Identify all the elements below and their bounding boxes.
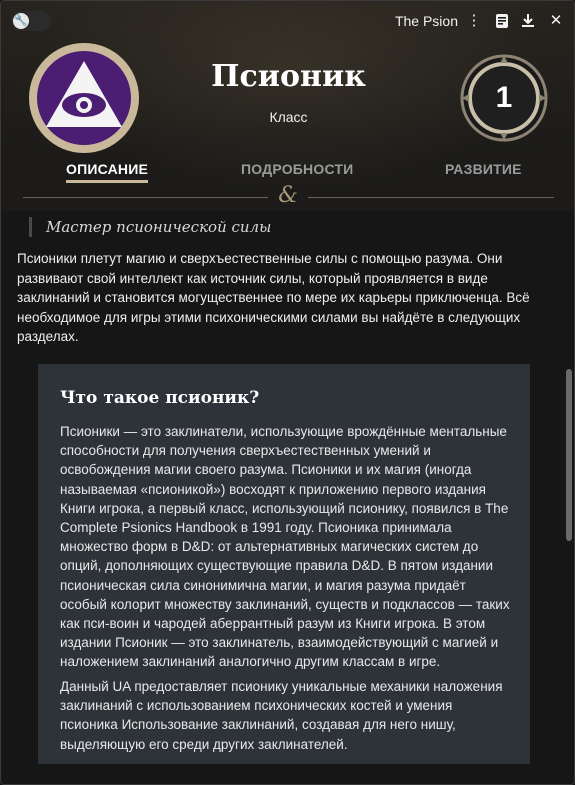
download-icon[interactable] [518,11,538,31]
top-bar [1,9,575,35]
ornament-divider [23,183,554,208]
content-area [1,211,575,785]
info-box [38,364,530,764]
page-subtitle: Класс [269,109,308,125]
tab-details[interactable]: ПОДРОБНОСТИ [241,161,354,177]
tab-progression[interactable]: РАЗВИТИЕ [445,161,522,177]
wrench-icon: 🔧 [14,15,28,27]
info-box-paragraph: Псионики — это заклинатели, использующие врождённые ментальные способности для получения сверхъестественных умений и освобождения магии своего разума. Псионики и их магия (иногда называемая «псионикой») восходят к приложению первого издания Книги игрока, а первый класс, использующий псионику, появился в The Complete Psionics Handbook в 1991 году. Псионика принимала множество форм в D&D: от альтернативных магических систем до опций, дополняющих существующие правила D&D. В пятом издании псионическая сила синонимична магии, и магия разума придаёт особый колорит множеству заклинаний, существ и подклассов — таких как пси-воин и чародей аберрантный разум из Книги игрока. В этом издании Псионик — это заклинатель, взаимодействующий с магией и наложением заклинаний аналогично другим классам в игре. [60,424,510,670]
level-number: 1 [495,81,513,114]
info-box-heading: Что такое псионик? [60,388,260,408]
edit-toggle[interactable] [11,11,51,31]
intro-text: Псионики плетут магию и сверхъестественные силы с помощью разума. Они развивают свой интеллект как источник силы, который проявляется в виде заклинаний и становится могущественнее по мере их карьеры приключенца. Всё необходимое для игры этими психоническими силами вы найдёте в следующих разделах. [17,251,530,344]
book-icon[interactable] [492,11,512,31]
more-vertical-icon[interactable]: ⋮ [466,12,482,29]
scrollbar-thumb[interactable] [566,369,572,541]
app-name: The Psion [394,13,458,29]
level-badge [459,53,549,143]
info-box-paragraph: Данный UA предоставляет псионику уникальные механики наложения заклинаний с использованием психонических костей и умения псионика Использование заклинаний, создавая для него нишу, выделяющую его среди других заклинателей. [60,679,503,752]
ampersand-ornament: & [278,183,298,208]
page-title: Псионик [211,59,366,94]
class-quote: Мастер псионической силы [29,217,271,237]
tab-description[interactable]: ОПИСАНИЕ [66,161,148,177]
close-icon[interactable]: ✕ [549,12,563,29]
